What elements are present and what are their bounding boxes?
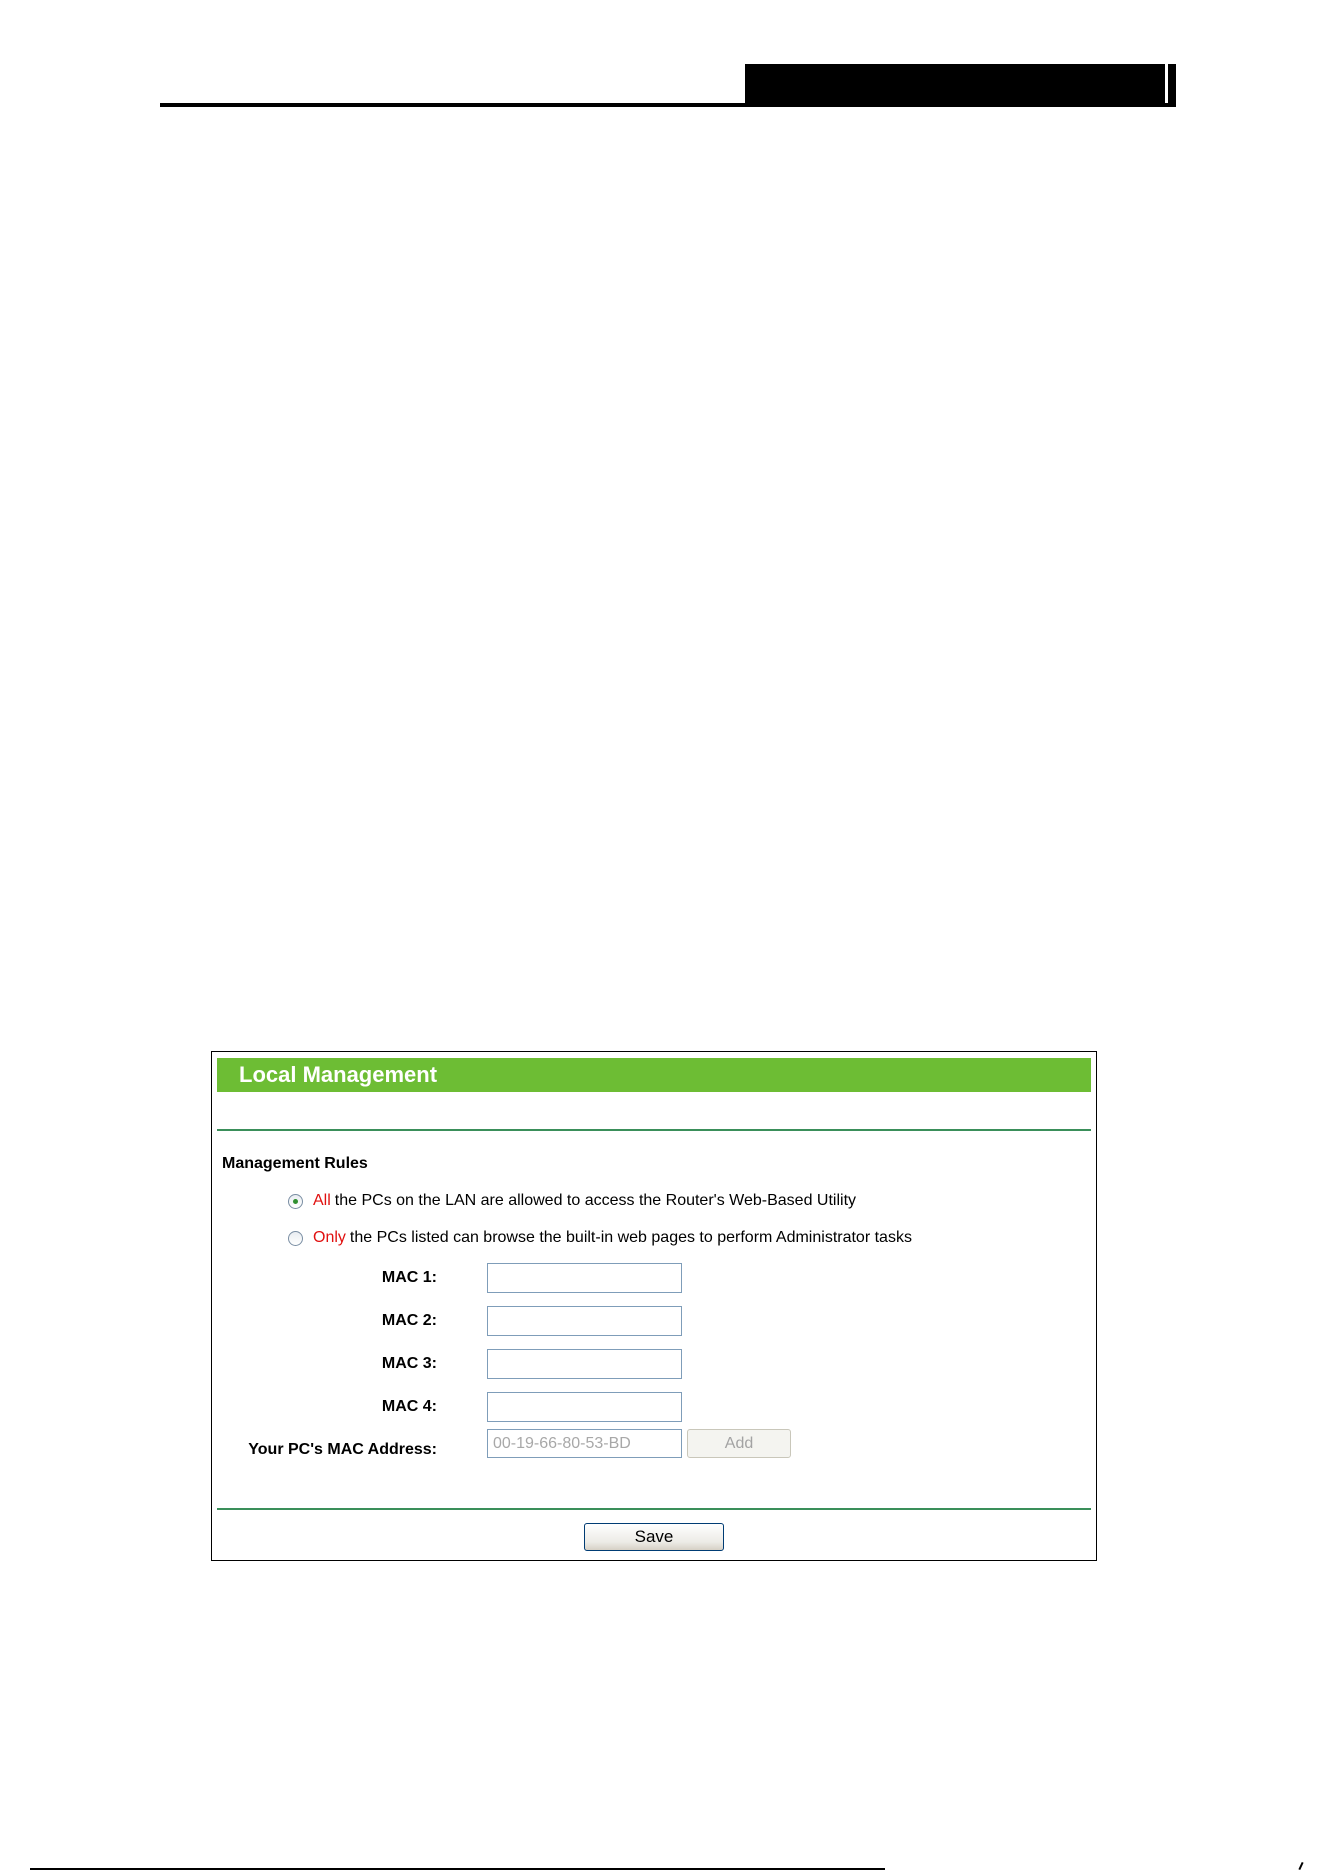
mac-3-label: MAC 3: — [381, 1355, 437, 1372]
header-block — [745, 64, 1165, 107]
option-only-row[interactable] — [288, 1229, 912, 1247]
section-heading: Management Rules — [222, 1155, 368, 1172]
page-title: Local Management — [217, 1058, 1091, 1092]
header-block-end — [1168, 64, 1176, 107]
mac-2-label: MAC 2: — [381, 1312, 437, 1329]
footer-rule — [30, 1868, 885, 1870]
divider-bottom — [217, 1508, 1091, 1510]
mac-3-input[interactable] — [487, 1349, 682, 1379]
mac-4-input[interactable] — [487, 1392, 682, 1422]
radio-all-pcs[interactable] — [288, 1194, 303, 1209]
add-button[interactable]: Add — [687, 1429, 791, 1458]
mac-2-input[interactable] — [487, 1306, 682, 1336]
option-all-row[interactable] — [288, 1192, 856, 1210]
pc-mac-input — [487, 1429, 682, 1458]
divider-top — [217, 1129, 1091, 1131]
mac-1-label: MAC 1: — [381, 1269, 437, 1286]
option-only-highlight: Only — [313, 1229, 346, 1246]
save-button[interactable]: Save — [584, 1523, 724, 1551]
local-management-panel — [211, 1051, 1097, 1561]
option-all-label: the PCs on the LAN are allowed to access the Router's Web-Based Utility — [334, 1192, 857, 1209]
footer-mark — [1298, 1862, 1303, 1870]
option-only-label: the PCs listed can browse the built-in web pages to perform Administrator tasks — [349, 1229, 912, 1246]
mac-1-input[interactable] — [487, 1263, 682, 1293]
header-rule — [160, 103, 1176, 107]
radio-only-listed-pcs[interactable] — [288, 1231, 303, 1246]
mac-4-label: MAC 4: — [381, 1398, 437, 1415]
option-all-highlight: All — [313, 1192, 331, 1209]
pc-mac-label: Your PC's MAC Address: — [248, 1441, 437, 1458]
